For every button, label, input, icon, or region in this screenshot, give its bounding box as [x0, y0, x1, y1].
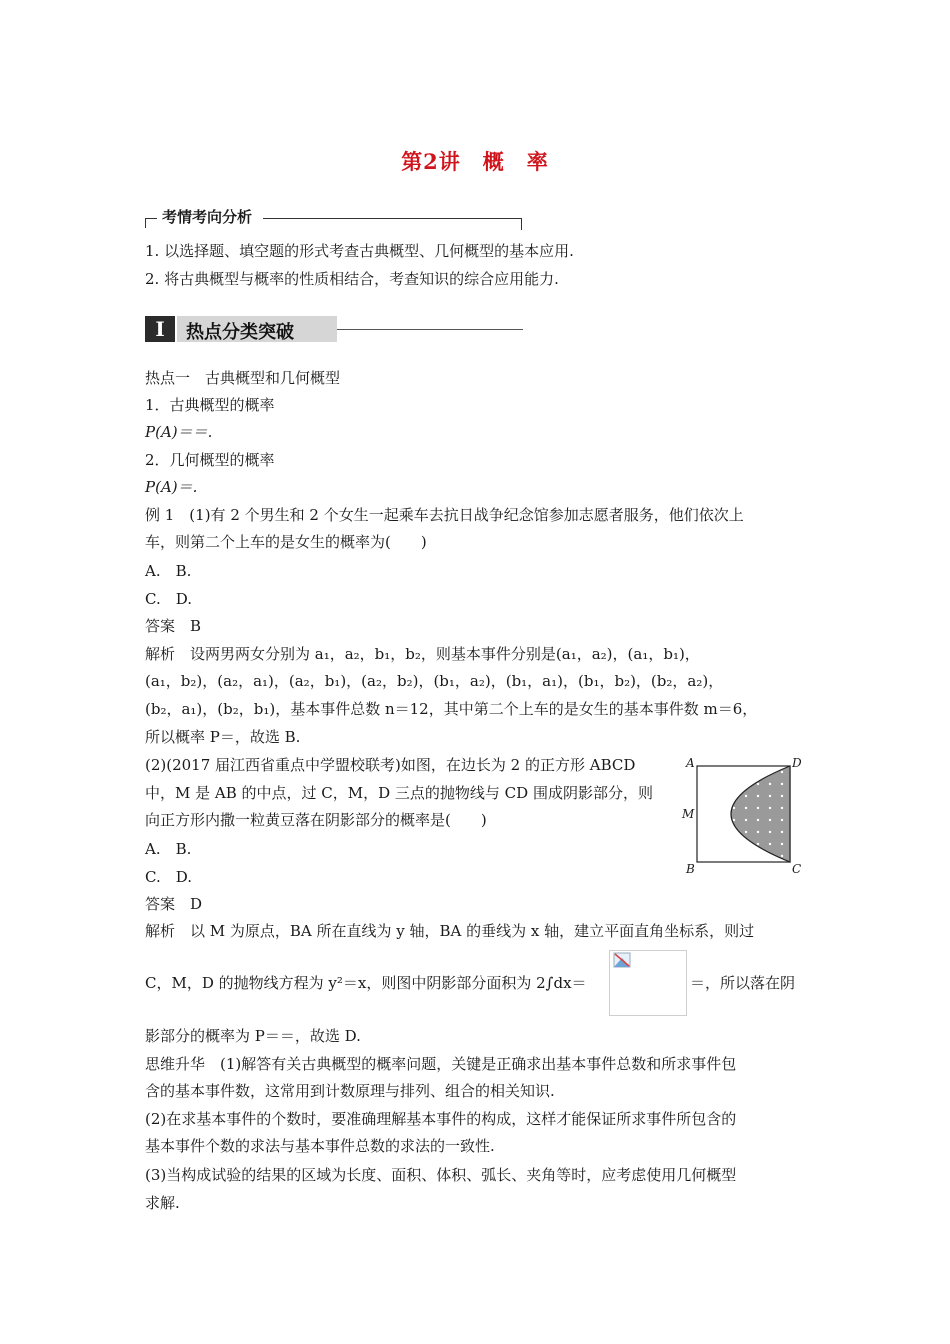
example1-solution-line4: 所以概率 P＝，故选 B.: [145, 728, 301, 746]
example1-answer: 答案 B: [145, 617, 202, 635]
summary-line1: 思维升华 (1)解答有关古典概型的概率问题，关键是正确求出基本事件总数和所求事件包: [145, 1055, 737, 1073]
analysis-item-1: 1. 以选择题、填空题的形式考查古典概型、几何概型的基本应用.: [145, 242, 574, 260]
hotspot-title: 热点一 古典概型和几何概型: [145, 369, 341, 387]
page-title: 第2讲 概 率: [401, 149, 549, 174]
square-parabola-figure: [680, 754, 810, 878]
vertex-b-label: B: [686, 862, 695, 876]
summary-line6: 求解.: [145, 1194, 180, 1212]
example2-question-line3: 向正方形内撒一粒黄豆落在阴影部分的概率是( ): [145, 811, 487, 829]
example2-solution-line3: 影部分的概率为 P＝＝，故选 D.: [145, 1027, 361, 1045]
example2-question-line2: 中，M 是 AB 的中点，过 C，M，D 三点的抛物线与 CD 围成阴影部分，则: [145, 784, 653, 802]
example1-solution-line1: 解析 设两男两女分别为 a₁，a₂，b₁，b₂，则基本事件分别是(a₁，a₂)，(a₁，b₁)，: [145, 645, 700, 663]
example2-solution-line2a: C，M，D 的抛物线方程为 y²＝x，则图中阴影部分面积为 2∫dx＝: [145, 974, 587, 992]
example1-options-ab: A. B.: [145, 562, 192, 580]
example2-options-ab: A. B.: [145, 840, 192, 858]
example2-options-cd: C. D.: [145, 868, 192, 886]
example2-question-line1: (2)(2017 届江西省重点中学盟校联考)如图，在边长为 2 的正方形 ABCD: [145, 756, 636, 774]
summary-line4: 基本事件个数的求法与基本事件总数的求法的一致性.: [145, 1137, 495, 1155]
example1-options-cd: C. D.: [145, 590, 192, 608]
def1-title: 1．古典概型的概率: [145, 396, 275, 414]
vertex-d-label: D: [792, 756, 802, 770]
def2-title: 2．几何概型的概率: [145, 451, 275, 469]
vertex-c-label: C: [792, 862, 802, 876]
section-frame-line: [263, 218, 521, 219]
section-frame-right: [521, 218, 522, 230]
example1-question-line2: 车，则第二个上车的是女生的概率为( ): [145, 533, 427, 551]
example2-solution-line1: 解析 以 M 为原点，BA 所在直线为 y 轴，BA 的垂线为 x 轴，建立平面直角坐标系，则过: [145, 922, 755, 940]
example2-solution-line2b: ＝，所以落在阴: [690, 974, 796, 992]
figure-svg: [680, 754, 810, 878]
point-m-label: M: [682, 807, 695, 821]
analysis-item-2: 2. 将古典概型与概率的性质相结合，考查知识的综合应用能力.: [145, 270, 559, 288]
example1-solution-line2: (a₁，b₂)，(a₂，a₁)，(a₂，b₁)，(a₂，b₂)，(b₁，a₂)，(b₁，a₁)，(b₁，b₂)，(b₂，a₂)，: [145, 672, 724, 690]
def1-formula: P(A)＝＝.: [145, 423, 213, 441]
section-heading-hotspots: 热点分类突破: [186, 322, 294, 343]
section-heading-line: [337, 329, 523, 330]
summary-line3: (2)在求基本事件的个数时，要准确理解基本事件的构成，这样才能保证所求事件所包含的: [145, 1110, 737, 1128]
section-frame-left: [145, 218, 146, 228]
example2-answer: 答案 D: [145, 895, 203, 913]
vertex-a-label: A: [686, 756, 695, 770]
example1-question-line1: 例 1 (1)有 2 个男生和 2 个女生一起乘车去抗日战争纪念馆参加志愿者服务，他们依次上: [145, 506, 744, 524]
section-frame-tick: [145, 218, 157, 219]
summary-line2: 含的基本事件数，这常用到计数原理与排列、组合的相关知识.: [145, 1082, 555, 1100]
section-badge: I: [145, 316, 175, 342]
summary-line5: (3)当构成试验的结果的区域为长度、面积、体积、弧长、夹角等时，应考虑使用几何概型: [145, 1166, 737, 1184]
def2-formula: P(A)＝.: [145, 478, 198, 496]
broken-image-icon: [613, 952, 631, 968]
section-heading-analysis: 考情考向分析: [162, 208, 253, 226]
shaded-parabola-region: [731, 766, 790, 862]
example1-solution-line3: (b₂，a₁)，(b₂，b₁)，基本事件总数 n＝12，其中第二个上车的是女生的基本事件数 m＝6，: [145, 700, 758, 718]
